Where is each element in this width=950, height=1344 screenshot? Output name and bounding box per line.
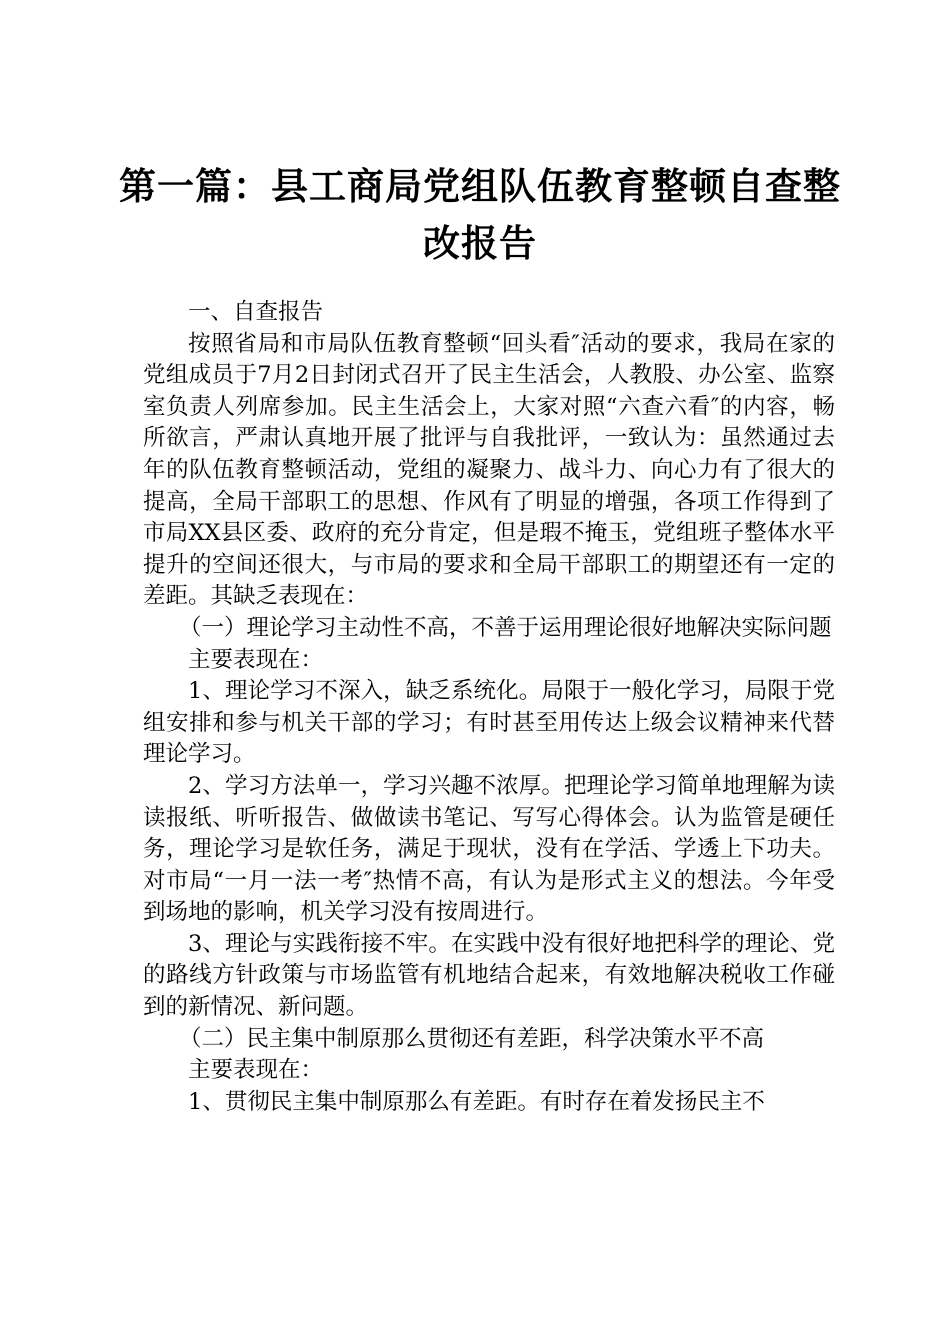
- section-heading: 一、自查报告: [188, 299, 324, 325]
- subsection-heading: （二）民主集中制原那么贯彻还有差距，科学决策水平不高: [179, 1025, 765, 1052]
- document-body: [143, 297, 835, 1118]
- body-paragraph: 3、理论与实践衔接不牢。在实践中没有很好地把科学的理论、党的路线方针政策与市场监管有机地结合起来，有效地解决税收工作碰到的新情况、新问题。: [143, 930, 835, 1021]
- subsection-heading: （一）理论学习主动性不高，不善于运用理论很好地解决实际问题: [179, 614, 832, 641]
- body-paragraph: 1、理论学习不深入，缺乏系统化。局限于一般化学习，局限于党组安排和参与机关干部的学习；有时甚至用传达上级会议精神来代替理论学习。: [143, 678, 835, 768]
- body-paragraph: 1、贯彻民主集中制原那么有差距。有时存在着发扬民主不: [188, 1088, 765, 1115]
- document-title: 第一篇：县工商局党组队伍教育整顿自查整改报告: [119, 165, 841, 265]
- body-paragraph: 主要表现在：: [188, 1057, 324, 1084]
- body-paragraph: 2、学习方法单一，学习兴趣不浓厚。把理论学习简单地理解为读读报纸、听听报告、做做读书笔记、写写心得体会。认为监管是硬任务，理论学习是软任务，满足于现状，没有在学活、学透上下功夫。对市局“一月一法一考″热情不高，有认为是形式主义的想法。今年受到场地的影响，机关学习没有按周进行。: [143, 772, 835, 926]
- body-paragraph: 按照省局和市局队伍教育整顿“回头看″活动的要求，我局在家的党组成员于7月2日封闭式召开了民主生活会，人教股、办公室、监察室负责人列席参加。民主生活会上，大家对照“六查六看″的内容，畅所欲言，严肃认真地开展了批评与自我批评，一致认为：虽然通过去年的队伍教育整顿活动，党组的凝聚力、战斗力、向心力有了很大的提高，全局干部职工的思想、作风有了明显的增强，各项工作得到了市局XX县区委、政府的充分肯定，但是瑕不掩玉，党组班子整体水平提升的空间还很大，与市局的要求和全局干部职工的期望还有一定的差距。其缺乏表现在：: [143, 330, 835, 610]
- body-paragraph: 主要表现在：: [188, 646, 324, 673]
